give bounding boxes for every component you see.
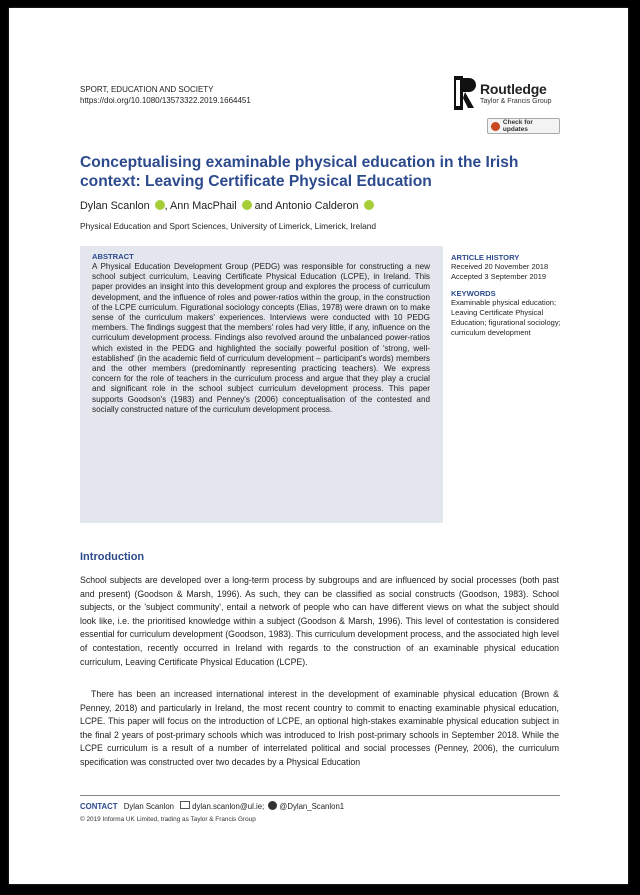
abstract-text: A Physical Education Development Group (PEDG) was responsible for constructing a new school subject curriculum, Leaving Certificate Physical Education (LCPE), in Ireland. This paper provides an insight into this development group and explores the process of curriculum development, and the influence of roles and power-ratios within the group, in the construction of the LCPE curriculum. Figurational sociology concepts (Elias, 1978) were drawn on to make sense of the curriculum makers' experiences. Interviews were conducted with 10 PEDG members. The findings suggest that the members' roles had very little, if any, influence on the curriculum development process. Findings also revolved around the unbalanced power-ratios which existed in the PEDG and highlighted the socially powerful position of 'strong, well-established' (in the academic field of curriculum development – participant's words) members and the other members (predominantly representing practicing teachers). We express concern for the role of teachers in the curriculum process and argue that they play a crucial and significant role in the school subject curriculum development process. This paper supports Goodson's (1983) and Penney's (2006) conceptualisation of the contested and socially constructed nature of the curriculum development process. bbox=[92, 262, 430, 414]
introduction-heading: Introduction bbox=[80, 551, 145, 563]
author-name: Antonio Calderon bbox=[275, 200, 359, 212]
footer-divider bbox=[80, 795, 560, 796]
copyright-notice: © 2019 Informa UK Limited, trading as Taylor & Francis Group bbox=[80, 816, 256, 823]
publisher-name: Routledge bbox=[480, 80, 547, 97]
author-name: Ann MacPhail bbox=[170, 200, 237, 212]
check-for-updates-button[interactable] bbox=[487, 118, 560, 134]
received-date: Received 20 November 2018 bbox=[451, 262, 549, 271]
orcid-icon[interactable] bbox=[364, 200, 374, 210]
contact-twitter[interactable]: @Dylan_Scanlon1 bbox=[279, 802, 345, 811]
check-for-updates-label: Check for updates bbox=[502, 119, 533, 133]
publisher-group: Taylor & Francis Group bbox=[480, 97, 552, 105]
email-icon bbox=[180, 801, 190, 809]
article-sidebar bbox=[451, 253, 561, 338]
author-separator: , bbox=[164, 200, 168, 212]
body-paragraph: School subjects are developed over a long-term process by subgroups and are influenced by social processes (both past and present) (Goodson & Marsh, 1996). As such, they can be classified as social constructs (Goodson, 1983). School subjects, or the 'subject community', entail a network of people who can have different views on what the subject should look like, i.e. the prioritised knowledge within a subject (Goodson & Marsh, 1996). This level of contestation is considered essential for curriculum development (Goodson, 1983). This curriculum development process, and the associated high level of contestation, recently occurred in Ireland with regards to the construction of an examinable physical education curriculum, Leaving Certificate Physical Education (LCPE). bbox=[80, 575, 559, 667]
abstract-box bbox=[80, 246, 443, 523]
keywords-text: Examinable physical education; Leaving Certificate Physical Education; figurational sociology; curriculum development bbox=[451, 298, 561, 337]
journal-name: SPORT, EDUCATION AND SOCIETY bbox=[80, 85, 214, 94]
author-list bbox=[80, 200, 374, 212]
author-separator: and bbox=[254, 200, 273, 212]
publisher-logo[interactable] bbox=[454, 76, 552, 110]
author-name: Dylan Scanlon bbox=[80, 200, 150, 212]
doi-link[interactable]: https://doi.org/10.1080/13573322.2019.1664451 bbox=[80, 96, 251, 105]
orcid-icon[interactable] bbox=[155, 200, 165, 210]
affiliation: Physical Education and Sport Sciences, University of Limerick, Limerick, Ireland bbox=[80, 221, 377, 231]
article-history-heading: ARTICLE HISTORY bbox=[451, 253, 520, 262]
contact-email[interactable]: dylan.scanlon@ul.ie; bbox=[192, 802, 265, 811]
abstract-heading: ABSTRACT bbox=[92, 252, 134, 261]
keywords-heading: KEYWORDS bbox=[451, 289, 496, 298]
accepted-date: Accepted 3 September 2019 bbox=[451, 272, 547, 281]
orcid-icon[interactable] bbox=[242, 200, 252, 210]
contact-label: CONTACT bbox=[80, 802, 118, 811]
twitter-icon bbox=[268, 801, 277, 810]
crossmark-icon bbox=[491, 122, 500, 131]
article-page bbox=[9, 8, 628, 884]
routledge-r-logo-icon bbox=[454, 76, 476, 110]
article-title: Conceptualising examinable physical education in the Irish context: Leaving Certificate Physical Education bbox=[80, 154, 519, 190]
journal-header bbox=[80, 84, 251, 106]
body-paragraph: There has been an increased international interest in the development of examinable physical education (Brown & Penney, 2018) and particularly in Ireland, the most recent country to commit to enacting examinable physical education, LCPE. This paper will focus on the introduction of LCPE, an optional high-stakes examinable physical education subject in the final 2 years of post-primary schools which was introduced to Irish post-primary schools in September 2018. While the LCPE curriculum is a result of a number of interrelated political and social processes (Penney, 2006), the curriculum specification was constructed over two decades by a Physical Education bbox=[80, 689, 559, 767]
contact-name: Dylan Scanlon bbox=[123, 802, 174, 811]
contact-line bbox=[80, 801, 344, 811]
